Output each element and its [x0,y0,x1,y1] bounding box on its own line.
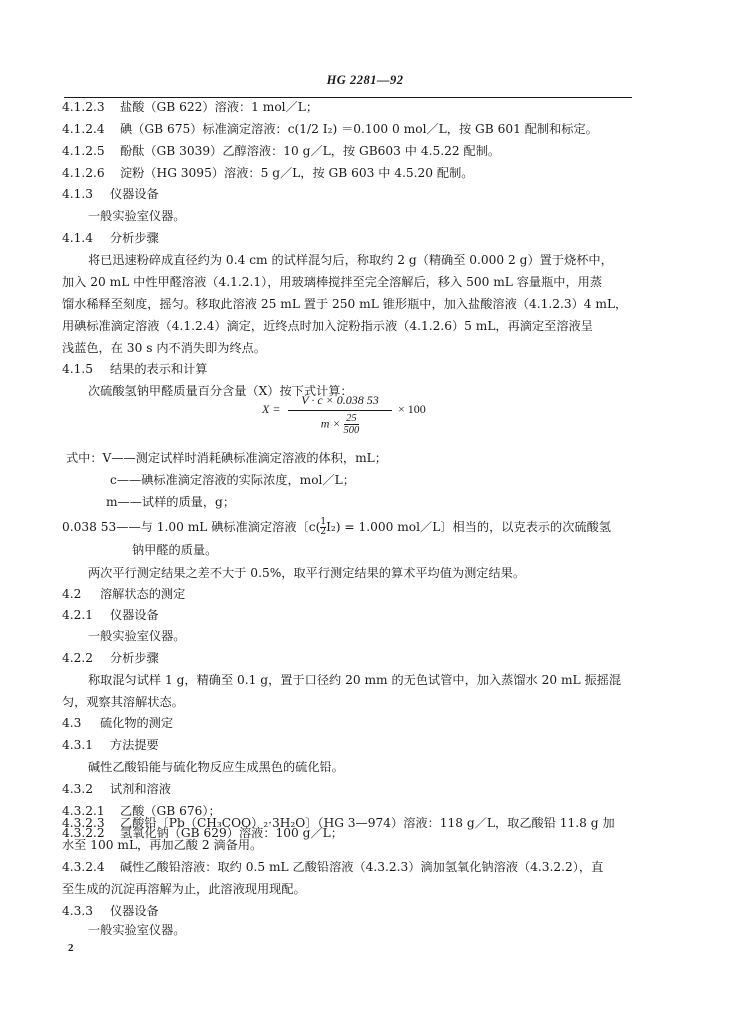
paragraph-line: 钠甲醛的质量。 [132,543,218,557]
clause-text: 酚酞（GB 3039）乙醇溶液：10 g／L，按 GB603 中 4.5.22 配制。 [120,144,501,158]
calculation-formula [262,393,462,441]
section-4-2 [62,587,185,602]
paragraph-line: 水至 100 mL，再加乙酸 2 滴备用。 [62,838,263,852]
formula-sub-fraction [344,413,360,436]
small-fraction-bottom: 2 [320,527,327,537]
paragraph-line: 次硫酸氢钠甲醛质量百分含量（X）按下式计算： [88,384,353,398]
clause-number: 4.1.2.3 [62,100,105,114]
section-title: 硫化物的测定 [100,716,174,730]
clause-number: 4.1.2.5 [62,144,105,158]
section-title: 溶解状态的测定 [100,587,186,601]
clause-4-3-2-4 [62,860,603,875]
clause-number: 4.3.2.1 [62,804,105,818]
variable-definition: 式中：V——测定试样时消耗碘标准滴定溶液的体积，mL； [66,451,387,465]
paragraph-line: 一般实验室仪器。 [88,209,186,223]
variable-definition: m——试样的质量，g； [106,495,236,509]
clause-4-1-2-5 [62,144,500,159]
section-4-1-4 [62,231,159,246]
section-number: 4.2 [62,587,82,601]
section-4-1-3 [62,187,159,202]
header-rule [64,97,632,98]
formula-sub-bottom: 500 [343,425,360,436]
section-4-3 [62,716,173,731]
clause-text: 乙酸（GB 676）； [120,804,221,818]
paragraph-line: 馏水稀释至刻度，摇匀。移取此溶液 25 mL 置于 250 mL 锥形瓶中，加入盐酸溶液（4.1.2.3）4 mL， [62,297,628,311]
paragraph-line: 至生成的沉淀再溶解为止，此溶液现用现配。 [62,882,306,896]
section-title: 仪器设备 [110,187,159,201]
section-number: 4.3.1 [62,738,94,752]
definition-text-part1: 0.038 53——与 1.00 mL 碘标准滴定溶液〔c( [62,520,321,534]
section-number: 4.1.3 [62,187,94,201]
variable-definition [62,518,611,537]
section-4-2-1 [62,608,159,623]
clause-text: 碱性乙酸铅溶液：取约 0.5 mL 乙酸铅溶液（4.3.2.3）滴加氢氧化钠溶液（4.3.2.2），直 [120,860,604,874]
section-number: 4.2.1 [62,608,94,622]
clause-text: 淀粉（HG 3095）溶液：5 g／L，按 GB 603 中 4.5.20 配制。 [120,166,474,180]
clause-number: 4.3.2.3 [62,816,105,830]
section-number: 4.3 [62,716,82,730]
paragraph-line: 匀，观察其溶解状态。 [62,695,184,709]
paragraph-line: 用碘标准滴定溶液（4.1.2.4）滴定，近终点时加入淀粉指示液（4.1.2.6）5 mL，再滴定至溶液呈 [62,319,593,333]
page-number: 2 [68,942,74,954]
formula-tail: × 100 [398,402,426,416]
section-number: 4.3.2 [62,782,94,796]
section-number: 4.1.5 [62,362,94,376]
paragraph-line: 碱性乙酸铅能与硫化物反应生成黑色的硫化铅。 [88,760,344,774]
clause-text: 氢氧化钠（GB 629）溶液：100 g／L； [120,826,343,840]
section-number: 4.1.4 [62,231,94,245]
paragraph-line: 称取混匀试样 1 g，精确至 0.1 g，置于口径约 20 mm 的无色试管中，加入蒸馏水 20 mL 振摇混 [88,673,622,687]
paragraph-line: 一般实验室仪器。 [88,923,186,937]
clause-4-1-2-3 [62,100,318,115]
section-4-1-5 [62,362,208,377]
section-title: 结果的表示和计算 [110,362,208,376]
section-title: 试剂和溶液 [110,782,171,796]
clause-4-1-2-6 [62,166,474,181]
formula-denominator-m: m × [320,416,341,431]
section-4-3-1 [62,738,159,753]
paragraph-line: 两次平行测定结果之差不大于 0.5%，取平行测定结果的算术平均值为测定结果。 [88,566,526,580]
section-title: 方法提要 [110,738,159,752]
paragraph-line: 一般实验室仪器。 [88,629,186,643]
formula-fraction [288,393,392,436]
section-title: 仪器设备 [110,904,159,918]
variable-definition: c——碘标准滴定溶液的实际浓度，mol／L； [110,473,355,487]
paragraph-line: 浅蓝色，在 30 s 内不消失即为终点。 [62,341,267,355]
section-title: 分析步骤 [110,651,159,665]
clause-text: 乙酸铅〔Pb（CH₃COO）₂·3H₂O〕（HG 3—974）溶液：118 g／L，取乙酸铅 11.8 g 加 [120,816,615,830]
clause-4-3-2-3 [62,816,615,831]
clause-number: 4.3.2.2 [62,826,105,840]
paragraph-line: 加入 20 mL 中性甲醛溶液（4.1.2.1），用玻璃棒搅拌至完全溶解后，移入 500 mL 容量瓶中，用蒸 [62,275,603,289]
definition-text-part2: I₂) = 1.000 mol／L〕相当的，以克表示的次硫酸氢 [326,520,611,534]
section-4-2-2 [62,651,159,666]
standard-code-header: HG 2281—92 [326,73,404,87]
formula-numerator: V · c × 0.038 53 [288,393,392,411]
formula-lhs: X = [262,402,281,416]
paragraph-line: 将已迅速粉碎成直径约为 0.4 cm 的试样混匀后，称取约 2 g（精确至 0.000 2 g）置于烧杯中， [88,253,613,267]
formula-sub-top: 25 [344,413,360,425]
clause-text: 盐酸（GB 622）溶液：1 mol／L； [120,100,319,114]
section-title: 仪器设备 [110,608,159,622]
clause-number: 4.1.2.6 [62,166,105,180]
section-4-3-2 [62,782,171,797]
clause-4-1-2-4 [62,122,598,137]
formula-denominator [288,411,392,436]
clause-number: 4.1.2.4 [62,122,105,136]
clause-text: 碘（GB 675）标准滴定溶液：c(1/2 I₂) ＝0.100 0 mol／L，按 GB 601 配制和标定。 [120,122,598,136]
section-title: 分析步骤 [110,231,159,245]
small-fraction-top: 1 [320,517,327,527]
clause-number: 4.3.2.4 [62,860,105,874]
section-4-3-3 [62,904,159,919]
section-number: 4.2.2 [62,651,94,665]
section-number: 4.3.3 [62,904,94,918]
